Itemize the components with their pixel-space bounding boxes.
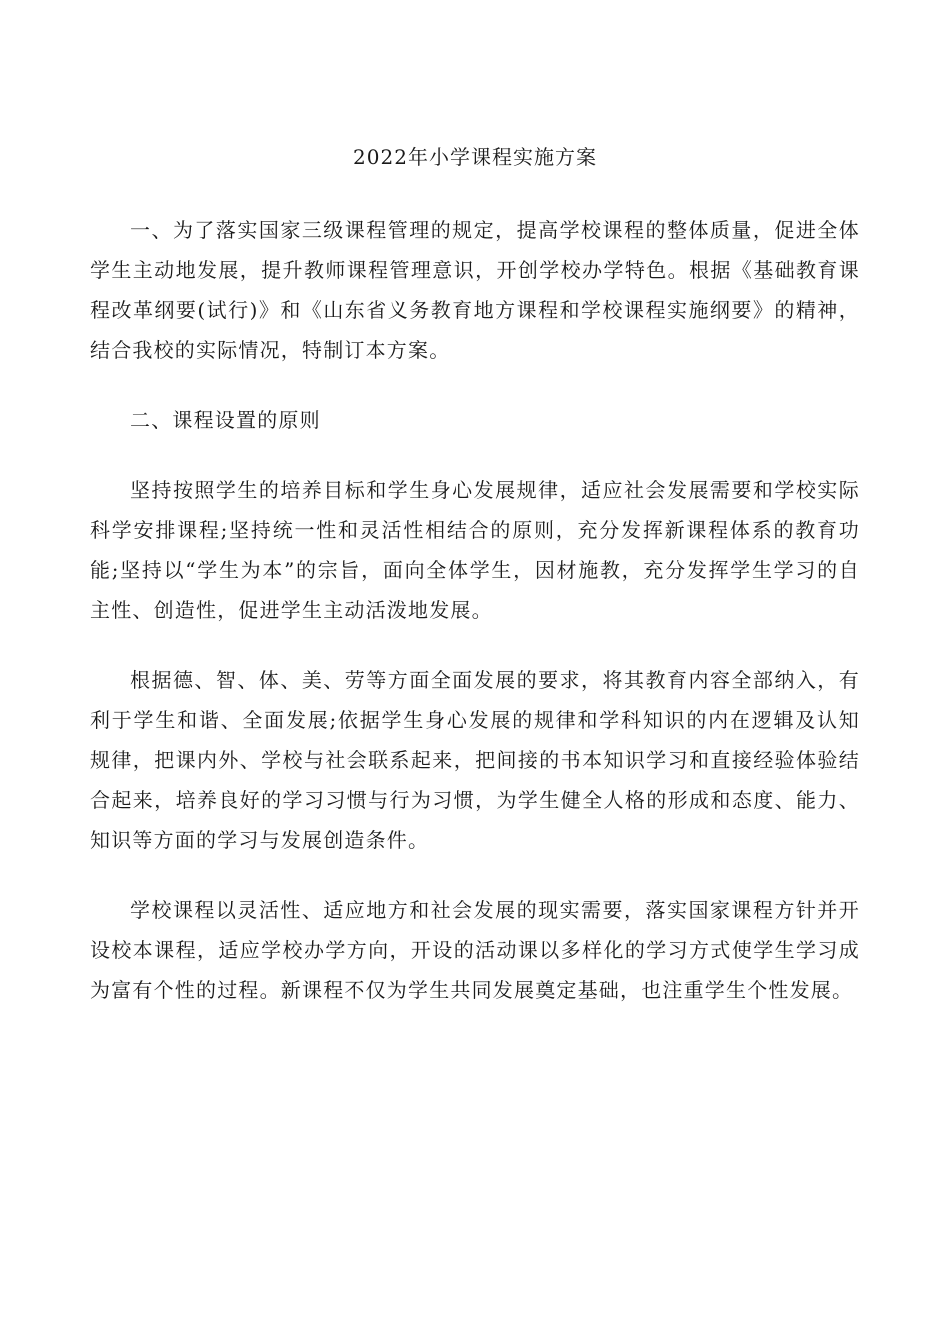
section-heading-principles: 二、课程设置的原则 (130, 408, 321, 432)
paragraph-principles-3: 学校课程以灵活性、适应地方和社会发展的现实需要，落实国家课程方针并开设校本课程，适应学校办学方向，开设的活动课以多样化的学习方式使学生学习成为富有个性的过程。新课程不仅为学生共同发展奠定基础，也注重学生个性发展。 (90, 898, 860, 1002)
paragraph-principles-2: 根据德、智、体、美、劳等方面全面发展的要求，将其教育内容全部纳入，有利于学生和谐、全面发展;依据学生身心发展的规律和学科知识的内在逻辑及认知规律，把课内外、学校与社会联系起来，把间接的书本知识学习和直接经验体验结合起来，培养良好的学习习惯与行为习惯，为学生健全人格的形成和态度、能力、知识等方面的学习与发展创造条件。 (90, 668, 860, 852)
paragraph-intro: 一、为了落实国家三级课程管理的规定，提高学校课程的整体质量，促进全体学生主动地发展，提升教师课程管理意识，开创学校办学特色。根据《基础教育课程改革纲要(试行)》和《山东省义务教育地方课程和学校课程实施纲要》的精神，结合我校的实际情况，特制订本方案。 (90, 218, 860, 362)
document-body (90, 210, 860, 1040)
document-title: 2022年小学课程实施方案 (353, 145, 597, 169)
paragraph-principles-1: 坚持按照学生的培养目标和学生身心发展规律，适应社会发展需要和学校实际科学安排课程;坚持统一性和灵活性相结合的原则，充分发挥新课程体系的教育功能;坚持以“学生为本”的宗旨，面向全体学生，因材施教，充分发挥学生学习的自主性、创造性，促进学生主动活泼地发展。 (90, 478, 860, 622)
